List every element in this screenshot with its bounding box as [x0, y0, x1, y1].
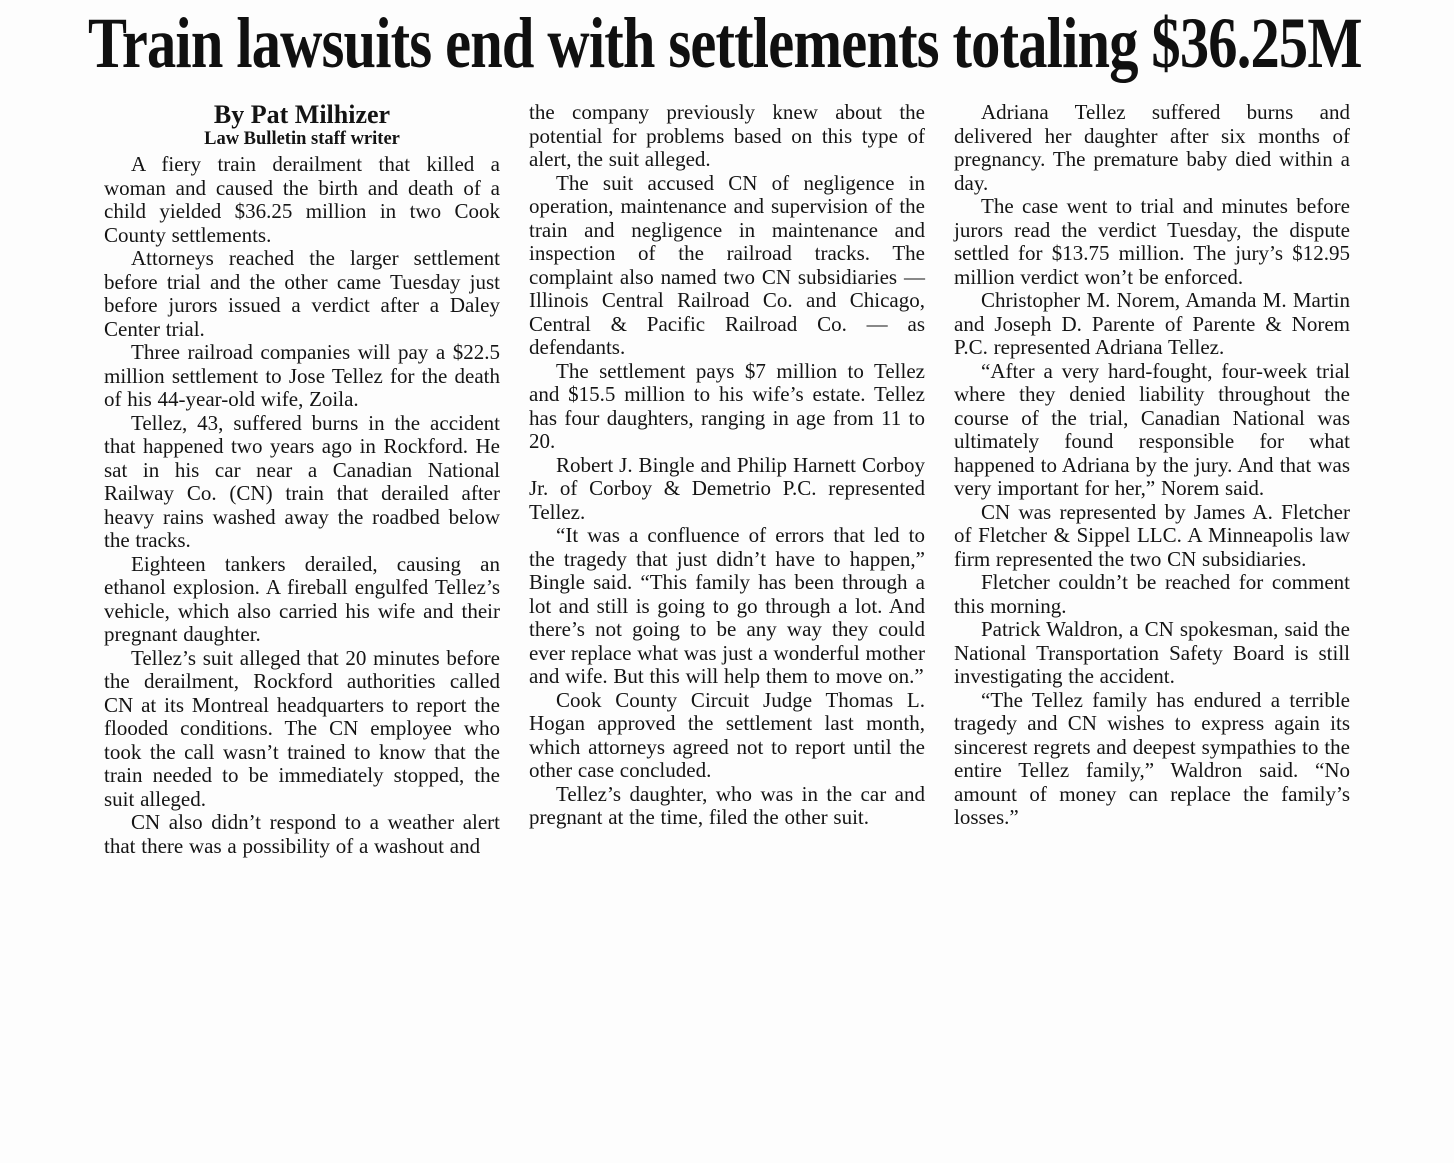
- column-paragraphs: [104, 153, 500, 858]
- article-headline: Train lawsuits end with settlements totaling $36.25M: [88, 3, 1362, 83]
- article-paragraph: the company previously knew about the potential for problems based on this type of alert, the suit alleged.: [529, 100, 925, 171]
- article-paragraph: A fiery train derailment that killed a woman and caused the birth and death of a child yielded $36.25 million in two Cook County settlements.: [104, 152, 500, 247]
- article-paragraph: Tellez’s suit alleged that 20 minutes before the derailment, Rockford authorities called CN at its Montreal headquarters to report the flooded conditions. The CN employee who took the call wasn’t trained to know that the train needed to be immediately stopped, the suit alleged.: [104, 645, 500, 811]
- article-paragraph: The suit accused CN of negligence in operation, maintenance and supervision of the train and negligence in maintenance and inspection of the railroad tracks. The complaint also named two CN subsidiaries — Illinois Central Railroad Co. and Chicago, Central & Pacific Railroad Co. — as defendants.: [529, 170, 925, 359]
- article-paragraph: Three railroad companies will pay a $22.5 million settlement to Jose Tellez for the death of his 44-year-old wife, Zoila.: [104, 340, 500, 411]
- article-paragraph: Cook County Circuit Judge Thomas L. Hogan approved the settlement last month, which attorneys agreed not to report until the other case concluded.: [529, 687, 925, 782]
- article-paragraph: “The Tellez family has endured a terrible tragedy and CN wishes to express again its sincerest regrets and deepest sympathies to the entire Tellez family,” Waldron said. “No amount of money can replace the family’s losses.”: [954, 687, 1350, 829]
- article-paragraph: The case went to trial and minutes before jurors read the verdict Tuesday, the dispute settled for $13.75 million. The jury’s $12.95 million verdict won’t be enforced.: [954, 194, 1350, 289]
- column-paragraphs: [529, 101, 925, 830]
- article-paragraph: Robert J. Bingle and Philip Harnett Corboy Jr. of Corboy & Demetrio P.C. represented Tellez.: [529, 452, 925, 524]
- article-paragraph: Attorneys reached the larger settlement before trial and the other came Tuesday just before jurors issued a verdict after a Daley Center trial.: [104, 246, 500, 341]
- byline-role: Law Bulletin staff writer: [204, 129, 400, 149]
- article-column-3: [954, 101, 1350, 858]
- byline: [104, 101, 500, 150]
- article-paragraph: “After a very hard-fought, four-week trial where they denied liability throughout the course of the trial, Canadian National was ultimately found responsible for what happened to Adriana by the jury. And that was very important for her,” Norem said.: [954, 358, 1350, 500]
- byline-author: By Pat Milhizer: [213, 100, 391, 129]
- article-paragraph: Tellez’s daughter, who was in the car and pregnant at the time, filed the other suit.: [529, 781, 925, 829]
- article-paragraph: CN also didn’t respond to a weather alert that there was a possibility of a washout and: [104, 810, 500, 858]
- article-paragraph: Christopher M. Norem, Amanda M. Martin and Joseph D. Parente of Parente & Norem P.C. represented Adriana Tellez.: [954, 288, 1350, 359]
- article-paragraph: Eighteen tankers derailed, causing an ethanol explosion. A fireball engulfed Tellez’s vehicle, which also carried his wife and their pregnant daughter.: [104, 551, 500, 646]
- column-paragraphs: [954, 101, 1350, 830]
- article-paragraph: CN was represented by James A. Fletcher of Fletcher & Sippel LLC. A Minneapolis law firm represented the two CN subsidiaries.: [954, 499, 1350, 571]
- article-paragraph: Tellez, 43, suffered burns in the accident that happened two years ago in Rockford. He sat in his car near a Canadian National Railway Co. (CN) train that derailed after heavy rains washed away the roadbed below the tracks.: [104, 410, 500, 552]
- article-paragraph: Adriana Tellez suffered burns and delivered her daughter after six months of pregnancy. The premature baby died within a day.: [954, 100, 1350, 195]
- article-body: [104, 101, 1350, 858]
- article-paragraph: The settlement pays $7 million to Tellez and $15.5 million to his wife’s estate. Tellez has four daughters, ranging in age from 11 to 20.: [529, 358, 925, 453]
- article-paragraph: Fletcher couldn’t be reached for comment this morning.: [954, 570, 1350, 618]
- article-paragraph: “It was a confluence of errors that led to the tragedy that just didn’t have to happen,” Bingle said. “This family has been through a lot and still is going to go through a lot. And there’s not going to be any way they could ever replace what was just a wonderful mother and wife. But this will help them to move on.”: [529, 523, 925, 688]
- article-column-1: [104, 101, 500, 858]
- article-paragraph: Patrick Waldron, a CN spokesman, said the National Transportation Safety Board is still investigating the accident.: [954, 617, 1350, 688]
- article-column-2: [529, 101, 925, 858]
